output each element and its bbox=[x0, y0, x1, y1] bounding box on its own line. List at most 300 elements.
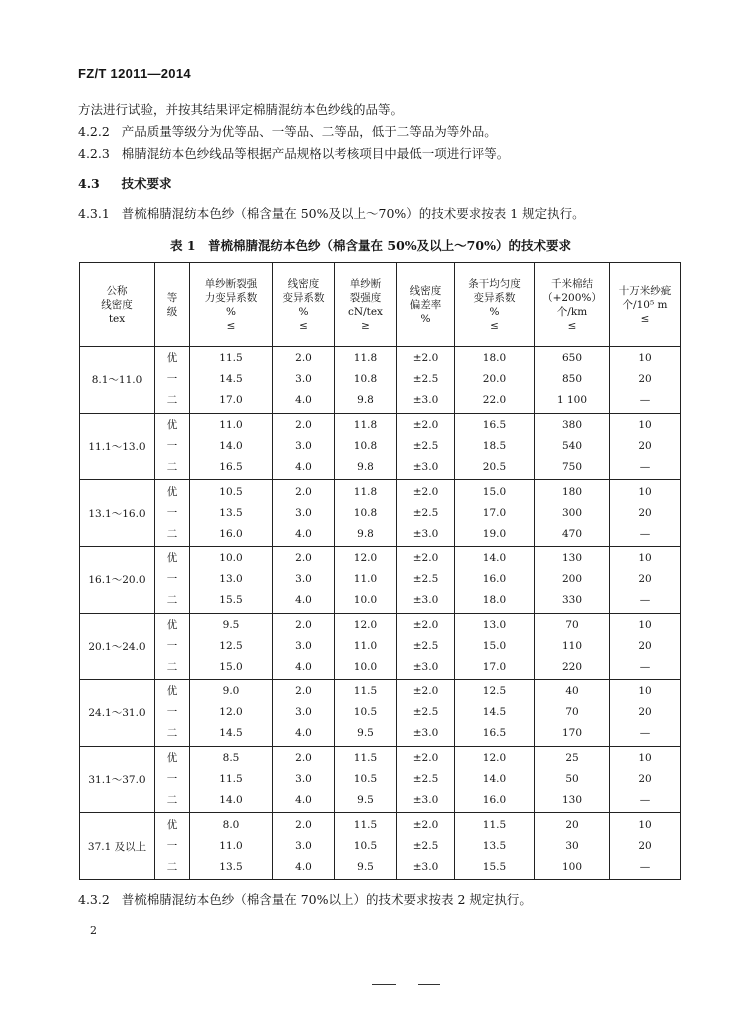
yarn-faults-cell bbox=[610, 813, 681, 880]
cell-value: 3.0 bbox=[295, 773, 312, 786]
grade-cell bbox=[155, 813, 190, 880]
cell-value: 19.0 bbox=[482, 527, 507, 540]
cell-value: ±3.0 bbox=[412, 460, 439, 473]
cell-value: 8.0 bbox=[222, 818, 240, 831]
linear-density-range: 8.1～11.0 bbox=[80, 347, 155, 414]
cell-value: 10 bbox=[638, 618, 652, 631]
cell-value: 二 bbox=[166, 460, 178, 473]
cell-value: 4.0 bbox=[295, 460, 312, 473]
cell-value: 10 bbox=[638, 752, 652, 765]
header-line: % bbox=[226, 305, 236, 318]
cell-value: 15.0 bbox=[482, 639, 507, 652]
linear-density-deviation-cell bbox=[397, 813, 455, 880]
cell-value: 2.0 bbox=[295, 352, 312, 365]
linear-density-cv-cell bbox=[273, 413, 335, 480]
yarn-faults-cell bbox=[610, 613, 681, 680]
footer-rule bbox=[418, 984, 440, 985]
header-line: % bbox=[298, 305, 309, 318]
header-line: 线密度 bbox=[409, 284, 442, 297]
cell-value: 9.5 bbox=[357, 727, 374, 740]
cell-value: 2.0 bbox=[295, 552, 312, 565]
header-breaking-tenacity bbox=[335, 263, 397, 347]
cell-value: 20 bbox=[638, 573, 652, 586]
cell-value: 9.5 bbox=[357, 860, 374, 873]
header-line: 变异系数 bbox=[282, 291, 325, 304]
breaking-force-cv-cell bbox=[190, 546, 273, 613]
header-line: ≤ bbox=[299, 319, 308, 332]
cell-value: 二 bbox=[166, 727, 178, 740]
linear-density-deviation-cell bbox=[397, 546, 455, 613]
cell-value: 二 bbox=[166, 527, 178, 540]
yarn-faults-cell bbox=[610, 746, 681, 813]
cell-value: 16.5 bbox=[482, 727, 507, 740]
cell-value: — bbox=[639, 727, 651, 740]
cell-value: ±2.0 bbox=[412, 485, 439, 498]
linear-density-range: 24.1～31.0 bbox=[80, 680, 155, 747]
cell-value: 2.0 bbox=[295, 418, 312, 431]
cell-value: 3.0 bbox=[295, 573, 312, 586]
cell-value: ±3.0 bbox=[412, 660, 439, 673]
cell-value: 13.0 bbox=[219, 573, 243, 586]
cell-value: 14.5 bbox=[219, 727, 243, 740]
cell-value: 20.0 bbox=[482, 373, 507, 386]
cell-value: 优 bbox=[166, 618, 178, 631]
cell-value: ±3.0 bbox=[412, 527, 439, 540]
cell-value: 300 bbox=[561, 506, 583, 519]
cell-value: 10.8 bbox=[353, 373, 378, 386]
neps-cell bbox=[535, 413, 610, 480]
cell-value: 12.5 bbox=[482, 685, 507, 698]
cell-value: 10.5 bbox=[219, 485, 243, 498]
clause-text: 普梳棉腈混纺本色纱（棉含量在 70%以上）的技术要求按表 2 规定执行。 bbox=[121, 892, 532, 907]
cell-value: 9.8 bbox=[357, 394, 374, 407]
breaking-tenacity-cell bbox=[335, 480, 397, 547]
cell-value: 一 bbox=[166, 706, 178, 719]
cell-value: ±3.0 bbox=[412, 794, 439, 807]
cell-value: 一 bbox=[166, 773, 178, 786]
evenness-cv-cell bbox=[455, 813, 535, 880]
header-breaking-force-cv bbox=[190, 263, 273, 347]
breaking-force-cv-cell bbox=[190, 680, 273, 747]
cell-value: 3.0 bbox=[295, 439, 312, 452]
cell-value: 一 bbox=[166, 573, 178, 586]
cell-value: 一 bbox=[166, 373, 178, 386]
cell-value: 4.0 bbox=[295, 527, 312, 540]
cell-value: 20 bbox=[638, 506, 652, 519]
breaking-tenacity-cell bbox=[335, 347, 397, 414]
cell-value: 13.5 bbox=[219, 506, 243, 519]
header-yarn-faults bbox=[610, 263, 681, 347]
cell-value: 16.0 bbox=[482, 794, 507, 807]
breaking-tenacity-cell bbox=[335, 680, 397, 747]
breaking-tenacity-cell bbox=[335, 746, 397, 813]
cell-value: 一 bbox=[166, 639, 178, 652]
header-line: 单纱断 bbox=[349, 277, 382, 290]
cell-value: 4.0 bbox=[295, 394, 312, 407]
cell-value: 470 bbox=[561, 527, 583, 540]
linear-density-range: 20.1～24.0 bbox=[80, 613, 155, 680]
header-evenness-cv bbox=[455, 263, 535, 347]
grade-cell bbox=[155, 413, 190, 480]
grade-cell bbox=[155, 680, 190, 747]
clause-number: 4.2.2 bbox=[78, 124, 110, 139]
cell-value: 10 bbox=[638, 552, 652, 565]
clause-text: 产品质量等级分为优等品、一等品、二等品，低于二等品为等外品。 bbox=[121, 124, 497, 139]
cell-value: 330 bbox=[561, 594, 583, 607]
grade-cell bbox=[155, 347, 190, 414]
table-row bbox=[80, 413, 681, 480]
cell-value: 12.0 bbox=[353, 552, 378, 565]
yarn-faults-cell bbox=[610, 347, 681, 414]
cell-value: 一 bbox=[166, 439, 178, 452]
footer-rule bbox=[372, 984, 396, 985]
header-line: ≤ bbox=[640, 312, 650, 325]
breaking-tenacity-cell bbox=[335, 613, 397, 680]
cell-value: 20 bbox=[638, 439, 652, 452]
table-row bbox=[80, 480, 681, 547]
cell-value: 110 bbox=[561, 639, 583, 652]
cell-value: 9.5 bbox=[222, 618, 240, 631]
header-line: % bbox=[489, 305, 500, 318]
linear-density-range: 16.1～20.0 bbox=[80, 546, 155, 613]
yarn-faults-cell bbox=[610, 413, 681, 480]
cell-value: 优 bbox=[166, 352, 178, 365]
header-neps-per-km bbox=[535, 263, 610, 347]
cell-value: ±3.0 bbox=[412, 394, 439, 407]
table-row bbox=[80, 680, 681, 747]
cell-value: 50 bbox=[565, 773, 579, 786]
cell-value: 12.0 bbox=[353, 618, 378, 631]
page-number: 2 bbox=[90, 924, 97, 937]
linear-density-cv-cell bbox=[273, 746, 335, 813]
cell-value: 10 bbox=[638, 685, 652, 698]
cell-value: 10.5 bbox=[353, 706, 378, 719]
cell-value: ±2.0 bbox=[412, 418, 439, 431]
cell-value: 15.5 bbox=[482, 860, 507, 873]
linear-density-deviation-cell bbox=[397, 413, 455, 480]
cell-value: 2.0 bbox=[295, 685, 312, 698]
cell-value: 2.0 bbox=[295, 752, 312, 765]
cell-value: 750 bbox=[561, 460, 583, 473]
linear-density-deviation-cell bbox=[397, 680, 455, 747]
grade-cell bbox=[155, 480, 190, 547]
neps-cell bbox=[535, 746, 610, 813]
clause-4-2-3 bbox=[78, 146, 509, 162]
cell-value: 130 bbox=[561, 794, 583, 807]
cell-value: 二 bbox=[166, 794, 178, 807]
cell-value: 20 bbox=[638, 706, 652, 719]
cell-value: 9.8 bbox=[357, 460, 374, 473]
cell-value: ±3.0 bbox=[412, 594, 439, 607]
evenness-cv-cell bbox=[455, 746, 535, 813]
linear-density-range: 37.1 及以上 bbox=[80, 813, 155, 880]
neps-cell bbox=[535, 613, 610, 680]
neps-cell bbox=[535, 813, 610, 880]
cell-value: 220 bbox=[561, 660, 583, 673]
linear-density-cv-cell bbox=[273, 680, 335, 747]
linear-density-deviation-cell bbox=[397, 480, 455, 547]
cell-value: 10 bbox=[638, 485, 652, 498]
clause-text: 普梳棉腈混纺本色纱（棉含量在 50%及以上～70%）的技术要求按表 1 规定执行。 bbox=[121, 206, 585, 221]
cell-value: ±2.5 bbox=[412, 573, 439, 586]
linear-density-cv-cell bbox=[273, 613, 335, 680]
cell-value: 70 bbox=[565, 706, 579, 719]
cell-value: 11.5 bbox=[482, 818, 507, 831]
standard-code-header: FZ/T 12011—2014 bbox=[78, 66, 191, 81]
clause-4-2-2 bbox=[78, 124, 497, 140]
cell-value: 70 bbox=[565, 618, 579, 631]
cell-value: 380 bbox=[561, 418, 583, 431]
header-line: 条干均匀度 bbox=[468, 277, 521, 290]
cell-value: 8.5 bbox=[222, 752, 240, 765]
cell-value: 170 bbox=[561, 727, 583, 740]
cell-value: 14.0 bbox=[219, 794, 243, 807]
cell-value: ±3.0 bbox=[412, 860, 439, 873]
header-line: ≤ bbox=[567, 319, 577, 332]
cell-value: 850 bbox=[561, 373, 583, 386]
cell-value: 二 bbox=[166, 394, 178, 407]
breaking-force-cv-cell bbox=[190, 480, 273, 547]
cell-value: 40 bbox=[565, 685, 579, 698]
cell-value: 13.5 bbox=[482, 839, 507, 852]
cell-value: 优 bbox=[166, 485, 178, 498]
header-line: tex bbox=[108, 312, 126, 325]
cell-value: — bbox=[639, 594, 651, 607]
header-line: 线密度 bbox=[101, 298, 133, 311]
cell-value: 11.5 bbox=[353, 818, 378, 831]
cell-value: 17.0 bbox=[219, 394, 243, 407]
cell-value: 540 bbox=[561, 439, 583, 452]
cell-value: 11.5 bbox=[353, 685, 378, 698]
cell-value: 2.0 bbox=[295, 818, 312, 831]
cell-value: 3.0 bbox=[295, 839, 312, 852]
cell-value: 650 bbox=[561, 352, 583, 365]
neps-cell bbox=[535, 546, 610, 613]
cell-value: 9.8 bbox=[357, 527, 374, 540]
evenness-cv-cell bbox=[455, 680, 535, 747]
cell-value: 9.0 bbox=[222, 685, 240, 698]
cell-value: 2.0 bbox=[295, 618, 312, 631]
cell-value: 20 bbox=[565, 818, 579, 831]
cell-value: 10.0 bbox=[219, 552, 243, 565]
cell-value: 10 bbox=[638, 418, 652, 431]
header-grade bbox=[155, 263, 190, 347]
cell-value: — bbox=[639, 660, 651, 673]
breaking-tenacity-cell bbox=[335, 413, 397, 480]
cell-value: 优 bbox=[166, 685, 178, 698]
linear-density-deviation-cell bbox=[397, 613, 455, 680]
cell-value: ±2.0 bbox=[412, 352, 439, 365]
header-line: 力变异系数 bbox=[204, 291, 258, 304]
header-line: 线密度 bbox=[287, 277, 320, 290]
cell-value: 14.5 bbox=[219, 373, 243, 386]
header-line: % bbox=[420, 312, 431, 325]
cell-value: 11.8 bbox=[353, 418, 378, 431]
cell-value: 2.0 bbox=[295, 485, 312, 498]
cell-value: 1 100 bbox=[556, 394, 588, 407]
evenness-cv-cell bbox=[455, 347, 535, 414]
cell-value: 一 bbox=[166, 839, 178, 852]
cell-value: 200 bbox=[561, 573, 583, 586]
breaking-force-cv-cell bbox=[190, 347, 273, 414]
header-line: 个/km bbox=[556, 305, 588, 318]
yarn-faults-cell bbox=[610, 546, 681, 613]
cell-value: 11.5 bbox=[219, 773, 243, 786]
clause-number: 4.3.2 bbox=[78, 892, 110, 907]
linear-density-deviation-cell bbox=[397, 347, 455, 414]
cell-value: 14.5 bbox=[482, 706, 507, 719]
cell-value: 15.0 bbox=[219, 660, 243, 673]
neps-cell bbox=[535, 480, 610, 547]
cell-value: 12.5 bbox=[219, 639, 243, 652]
cell-value: 15.0 bbox=[482, 485, 507, 498]
cell-value: 优 bbox=[166, 752, 178, 765]
cell-value: 10 bbox=[638, 818, 652, 831]
cell-value: 130 bbox=[561, 552, 583, 565]
header-line: 单纱断裂强 bbox=[204, 277, 258, 290]
linear-density-range: 13.1～16.0 bbox=[80, 480, 155, 547]
spec-table bbox=[79, 262, 681, 880]
cell-value: 100 bbox=[561, 860, 583, 873]
cell-value: ±2.0 bbox=[412, 618, 439, 631]
header-line: 十万米纱疵 bbox=[618, 284, 672, 297]
cell-value: 14.0 bbox=[219, 439, 243, 452]
evenness-cv-cell bbox=[455, 546, 535, 613]
cell-value: 16.5 bbox=[482, 418, 507, 431]
cell-value: — bbox=[639, 394, 651, 407]
linear-density-cv-cell bbox=[273, 480, 335, 547]
cell-value: 25 bbox=[565, 752, 579, 765]
cell-value: ±3.0 bbox=[412, 727, 439, 740]
cell-value: 10.8 bbox=[353, 439, 378, 452]
cell-value: 10.5 bbox=[353, 839, 378, 852]
linear-density-cv-cell bbox=[273, 546, 335, 613]
header-line: 级 bbox=[166, 305, 178, 318]
table-header-row bbox=[80, 263, 681, 347]
cell-value: 3.0 bbox=[295, 639, 312, 652]
header-line: ≤ bbox=[490, 319, 499, 332]
cell-value: 11.5 bbox=[353, 752, 378, 765]
section-title: 技术要求 bbox=[121, 176, 172, 191]
clause-number: 4.3.1 bbox=[78, 206, 110, 221]
neps-cell bbox=[535, 680, 610, 747]
cell-value: ±2.0 bbox=[412, 552, 439, 565]
breaking-tenacity-cell bbox=[335, 813, 397, 880]
cell-value: 11.5 bbox=[219, 352, 243, 365]
grade-cell bbox=[155, 613, 190, 680]
cell-value: 4.0 bbox=[295, 794, 312, 807]
header-line: 公称 bbox=[106, 284, 128, 297]
evenness-cv-cell bbox=[455, 413, 535, 480]
breaking-force-cv-cell bbox=[190, 413, 273, 480]
cell-value: 优 bbox=[166, 418, 178, 431]
cell-value: 16.0 bbox=[482, 573, 507, 586]
header-line: 个/10⁵ m bbox=[622, 298, 668, 311]
section-4-3-heading bbox=[78, 176, 172, 192]
cell-value: 20 bbox=[638, 373, 652, 386]
clause-4-3-2 bbox=[78, 892, 532, 908]
table-row bbox=[80, 813, 681, 880]
cell-value: 3.0 bbox=[295, 506, 312, 519]
cell-value: 30 bbox=[565, 839, 579, 852]
cell-value: 4.0 bbox=[295, 594, 312, 607]
cell-value: 18.5 bbox=[482, 439, 507, 452]
linear-density-range: 11.1～13.0 bbox=[80, 413, 155, 480]
header-line: ≤ bbox=[226, 319, 236, 332]
yarn-faults-cell bbox=[610, 480, 681, 547]
linear-density-deviation-cell bbox=[397, 746, 455, 813]
cell-value: 二 bbox=[166, 594, 178, 607]
cell-value: ±2.5 bbox=[412, 773, 439, 786]
cell-value: 10.8 bbox=[353, 506, 378, 519]
cell-value: 17.0 bbox=[482, 660, 507, 673]
cell-value: 11.0 bbox=[353, 573, 378, 586]
cell-value: 10 bbox=[638, 352, 652, 365]
cell-value: 11.0 bbox=[219, 418, 243, 431]
cell-value: — bbox=[639, 794, 651, 807]
cell-value: 3.0 bbox=[295, 373, 312, 386]
cell-value: 11.0 bbox=[219, 839, 243, 852]
clause-text: 棉腈混纺本色纱线品等根据产品规格以考核项目中最低一项进行评等。 bbox=[121, 146, 510, 161]
cell-value: 一 bbox=[166, 506, 178, 519]
header-line: ≥ bbox=[361, 319, 370, 332]
cell-value: ±2.5 bbox=[412, 439, 439, 452]
cell-value: — bbox=[639, 860, 651, 873]
cell-value: 二 bbox=[166, 660, 178, 673]
cell-value: 11.0 bbox=[353, 639, 378, 652]
evenness-cv-cell bbox=[455, 613, 535, 680]
cell-value: 4.0 bbox=[295, 860, 312, 873]
cell-value: 16.0 bbox=[219, 527, 243, 540]
cell-value: 15.5 bbox=[219, 594, 243, 607]
cell-value: 4.0 bbox=[295, 660, 312, 673]
clause-number: 4.2.3 bbox=[78, 146, 110, 161]
table-row bbox=[80, 746, 681, 813]
section-number: 4.3 bbox=[78, 176, 100, 191]
cell-value: 二 bbox=[166, 860, 178, 873]
cell-value: 12.0 bbox=[219, 706, 243, 719]
table-row bbox=[80, 613, 681, 680]
grade-cell bbox=[155, 746, 190, 813]
header-linear-density-cv bbox=[273, 263, 335, 347]
cell-value: 13.0 bbox=[482, 618, 507, 631]
yarn-faults-cell bbox=[610, 680, 681, 747]
cell-value: 22.0 bbox=[482, 394, 507, 407]
cell-value: 20 bbox=[638, 839, 652, 852]
header-line: 偏差率 bbox=[409, 298, 442, 311]
breaking-force-cv-cell bbox=[190, 746, 273, 813]
cell-value: ±2.0 bbox=[412, 818, 439, 831]
cell-value: 20.5 bbox=[482, 460, 507, 473]
breaking-force-cv-cell bbox=[190, 813, 273, 880]
cell-value: ±2.0 bbox=[412, 752, 439, 765]
cell-value: ±2.0 bbox=[412, 685, 439, 698]
cell-value: 17.0 bbox=[482, 506, 507, 519]
cell-value: 12.0 bbox=[482, 752, 507, 765]
breaking-force-cv-cell bbox=[190, 613, 273, 680]
cell-value: 14.0 bbox=[482, 552, 507, 565]
evenness-cv-cell bbox=[455, 480, 535, 547]
table-row bbox=[80, 546, 681, 613]
cell-value: 180 bbox=[561, 485, 583, 498]
cell-value: 优 bbox=[166, 552, 178, 565]
cell-value: 10.5 bbox=[353, 773, 378, 786]
header-nominal-linear-density bbox=[80, 263, 155, 347]
header-linear-density-deviation bbox=[397, 263, 455, 347]
cell-value: ±2.5 bbox=[412, 706, 439, 719]
cell-value: 13.5 bbox=[219, 860, 243, 873]
cell-value: ±2.5 bbox=[412, 639, 439, 652]
